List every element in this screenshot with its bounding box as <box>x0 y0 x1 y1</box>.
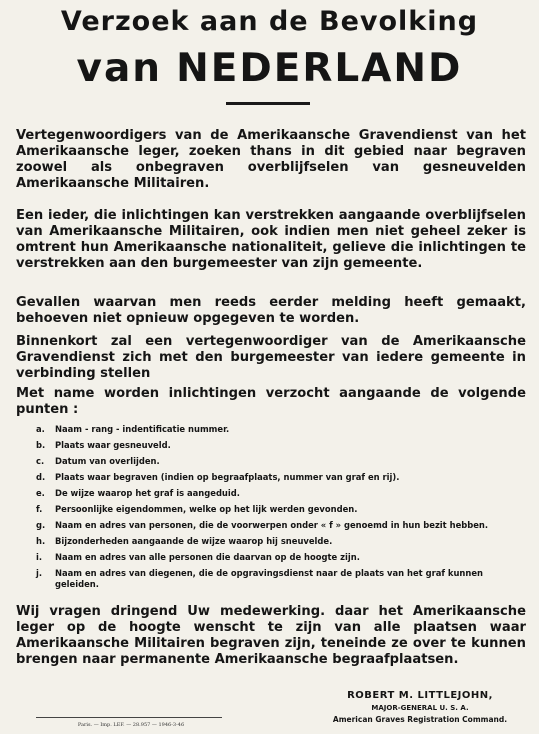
list-item <box>36 552 526 563</box>
list-marker: j. <box>36 568 43 578</box>
list-item <box>36 536 526 547</box>
paragraph-4: Binnenkort zal een vertegenwoordiger van de Amerikaansche Gravendienst zich met den burgemeester van iedere gemeente in verbinding stellen <box>16 334 526 381</box>
printer-divider <box>36 717 222 718</box>
list-item <box>36 456 526 467</box>
signatory-name: ROBERT M. LITTLEJOHN, <box>347 690 493 701</box>
signatory-organization: American Graves Registration Command. <box>332 715 508 724</box>
list-item <box>36 488 526 499</box>
list-text: Naam en adres van personen, die de voorwerpen onder « f » genoemd in hun bezit hebben. <box>55 520 489 530</box>
list-text: Plaats waar begraven (indien op begraafplaats, nummer van graf en rij). <box>55 472 400 482</box>
list-item <box>36 568 526 590</box>
list-text: Plaats waar gesneuveld. <box>55 440 171 450</box>
list-item <box>36 520 526 531</box>
list-marker: i. <box>36 552 43 562</box>
list-item <box>36 504 526 515</box>
list-marker: d. <box>36 472 46 482</box>
list-marker: e. <box>36 488 45 498</box>
printer-imprint: Paris. — Imp. LEF. — 28.957 — 1946-3-46 <box>77 722 185 728</box>
list-marker: h. <box>36 536 46 546</box>
list-marker: b. <box>36 440 46 450</box>
list-item <box>36 424 526 435</box>
title-line-2 <box>0 46 539 91</box>
points-list <box>36 424 526 595</box>
paragraph-5: Met name worden inlichtingen verzocht aangaande de volgende punten : <box>16 386 526 417</box>
paragraph-2: Een ieder, die inlichtingen kan verstrekken aangaande overblijfselen van Amerikaansche Militairen, ook indien men niet geheel zeker is omtrent hun Amerikaansche nationaliteit, gelieve die inlichtingen te verstrekken aan den burgemeester van zijn gemeente. <box>16 208 526 271</box>
list-marker: c. <box>36 456 45 466</box>
list-text: Naam en adres van diegenen, die de opgravingsdienst naar de plaats van het graf kunnen geleiden. <box>55 568 484 589</box>
list-text: Bijzonderheden aangaande de wijze waarop hij sneuvelde. <box>55 536 333 546</box>
title-prefix: van <box>76 46 163 91</box>
signatory-rank: MAJOR-GENERAL U. S. A. <box>371 704 469 712</box>
list-marker: g. <box>36 520 46 530</box>
list-marker: a. <box>36 424 45 434</box>
list-text: Datum van overlijden. <box>55 456 160 466</box>
list-text: Persoonlijke eigendommen, welke op het lijk werden gevonden. <box>55 504 358 514</box>
title-line-1: Verzoek aan de Bevolking <box>60 6 479 37</box>
title-country: NEDERLAND <box>176 46 463 91</box>
list-text: Naam en adres van alle personen die daarvan op de hoogte zijn. <box>55 552 360 562</box>
paragraph-1: Vertegenwoordigers van de Amerikaansche Gravendienst van het Amerikaansche leger, zoeken thans in dit gebied naar begraven zoowel als onbegraven overblijfselen van gesneuvelden Amerikaansche Militairen. <box>16 128 526 191</box>
list-item <box>36 440 526 451</box>
list-item <box>36 472 526 483</box>
list-text: De wijze waarop het graf is aangeduid. <box>55 488 240 498</box>
list-marker: f. <box>36 504 43 514</box>
closing-paragraph: Wij vragen dringend Uw medewerking. daar het Amerikaansche leger op de hoogte wenscht te zijn van alle plaatsen waar Amerikaansche Militairen begraven zijn, teneinde ze over te kunnen brengen naar permanente Amerikaansche begraafplaatsen. <box>16 604 526 667</box>
signature-block <box>320 690 520 724</box>
title-divider <box>226 102 310 105</box>
paragraph-3: Gevallen waarvan men reeds eerder melding heeft gemaakt, behoeven niet opnieuw opgegeven te worden. <box>16 295 526 326</box>
list-text: Naam - rang - indentificatie nummer. <box>55 424 230 434</box>
